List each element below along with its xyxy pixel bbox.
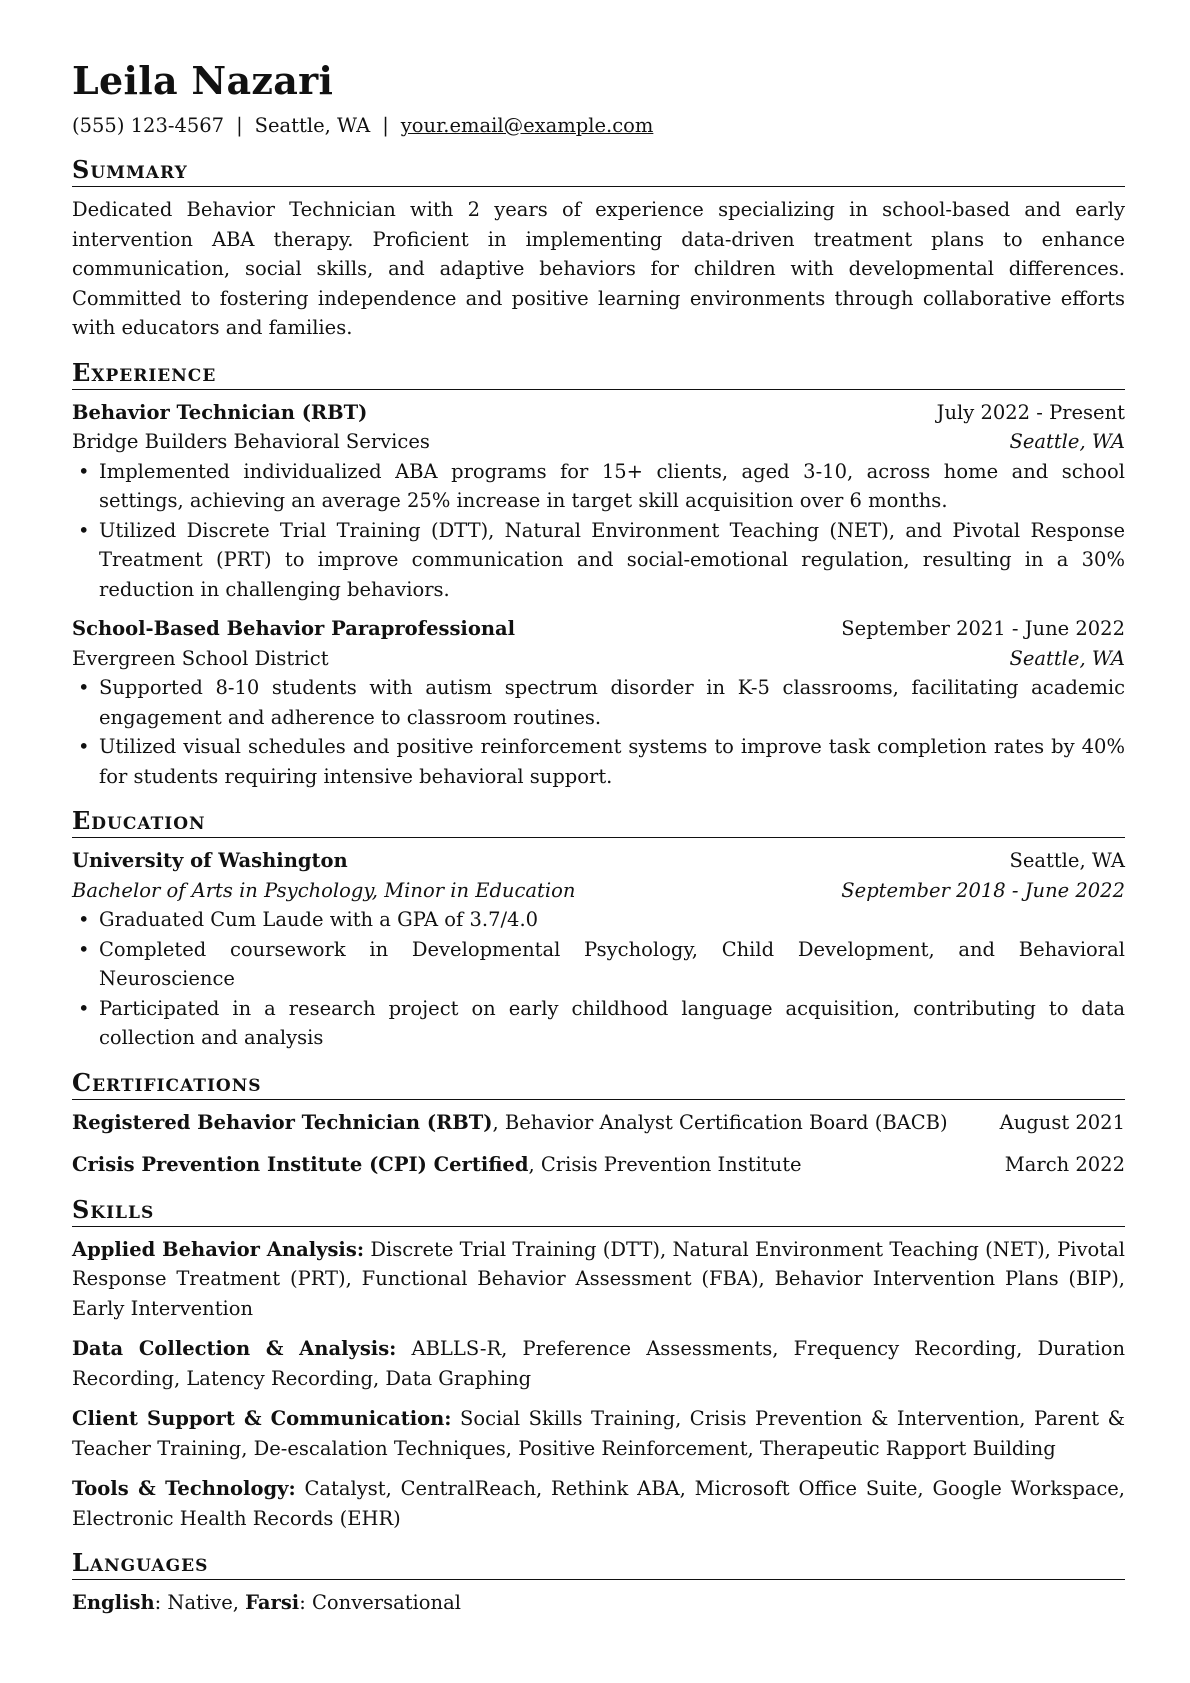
job-dates: July 2022 - Present xyxy=(936,400,1125,424)
language-name: English xyxy=(72,1591,155,1614)
skill-list: Social Skills Training, Crisis Prevention & Intervention, Parent & Teacher Training, De-escalation Techniques, Positive Reinforcement, Therapeutic Rapport Building xyxy=(72,1407,1126,1460)
section-title-skills: Skills xyxy=(72,1196,1125,1227)
language-level: : Conversational xyxy=(299,1591,461,1614)
section-title-education: Education xyxy=(72,807,1125,838)
job-company: Bridge Builders Behavioral Services xyxy=(72,430,430,453)
job-location: Seattle, WA xyxy=(1009,430,1125,453)
languages-line xyxy=(72,1588,1125,1618)
language-level: : Native, xyxy=(154,1591,246,1614)
skills-section xyxy=(72,1196,1125,1534)
job-entry xyxy=(72,614,1125,791)
contact-line xyxy=(72,112,1125,140)
phone-number: (555) 123-4567 xyxy=(72,114,225,137)
school-location: Seattle, WA xyxy=(1009,849,1125,872)
skill-line xyxy=(72,1474,1125,1533)
resume-page xyxy=(72,58,1125,1618)
skill-category: Applied Behavior Analysis: xyxy=(72,1237,365,1261)
education-section xyxy=(72,807,1125,1053)
job-location: Seattle, WA xyxy=(1009,646,1125,670)
skill-line xyxy=(72,1334,1125,1393)
contact-separator: | xyxy=(236,114,243,137)
experience-section xyxy=(72,359,1125,792)
summary-text: Dedicated Behavior Technician with 2 years of experience specializing in school-based and early intervention ABA therapy. Proficient in implementing data-driven treatment plans to enhance communication, social skills, and adaptive behaviors for children with developmental differences. Committed to fostering independence and positive learning environments through collaborative efforts with educators and families. xyxy=(72,198,1125,339)
list-item: • Supported 8-10 students with autism spectrum disorder in K-5 classrooms, facilitating academic engagement and adherence to classroom routines. xyxy=(72,673,1125,732)
list-item: • Utilized visual schedules and positive reinforcement systems to improve task completion rates by 40% for students requiring intensive behavioral support. xyxy=(72,732,1125,791)
job-bullets xyxy=(72,457,1125,605)
list-item: • Implemented individualized ABA programs for 15+ clients, aged 3-10, across home and school settings, achieving an average 25% increase in target skill acquisition over 6 months. xyxy=(72,457,1125,516)
certification-date: March 2022 xyxy=(1004,1153,1125,1176)
job-entry xyxy=(72,398,1125,605)
list-item: • Completed coursework in Developmental Psychology, Child Development, and Behavioral Neuroscience xyxy=(72,935,1125,994)
list-item: • Utilized Discrete Trial Training (DTT), Natural Environment Teaching (NET), and Pivotal Response Treatment (PRT) to improve communication and social-emotional regulation, resulting in a 30% reduction in challenging behaviors. xyxy=(72,516,1125,605)
school-name: University of Washington xyxy=(72,849,348,872)
job-role: School-Based Behavior Paraprofessional xyxy=(72,617,516,640)
section-title-summary: Summary xyxy=(72,156,1125,187)
job-role: Behavior Technician (RBT) xyxy=(72,400,368,424)
certification-name: Crisis Prevention Institute (CPI) Certified xyxy=(72,1153,529,1176)
certification-row xyxy=(72,1108,1125,1138)
education-bullets xyxy=(72,905,1125,1053)
location: Seattle, WA xyxy=(254,114,371,137)
skill-list: Catalyst, CentralReach, Rethink ABA, Microsoft Office Suite, Google Workspace, Electronic Health Records (EHR) xyxy=(72,1477,1125,1530)
job-company: Evergreen School District xyxy=(72,646,329,670)
email-link[interactable]: your.email@example.com xyxy=(400,114,654,137)
skill-category: Client Support & Communication: xyxy=(72,1407,452,1430)
skill-line xyxy=(72,1404,1125,1463)
summary-section xyxy=(72,156,1125,343)
certification-row xyxy=(72,1150,1125,1180)
section-title-experience: Experience xyxy=(72,359,1125,390)
section-title-languages: Languages xyxy=(72,1549,1125,1580)
job-dates: September 2021 - June 2022 xyxy=(841,617,1125,640)
certification-name: Registered Behavior Technician (RBT) xyxy=(72,1110,493,1134)
list-item: • Graduated Cum Laude with a GPA of 3.7/4.0 xyxy=(72,905,1125,935)
skill-line xyxy=(72,1235,1125,1324)
languages-section xyxy=(72,1549,1125,1618)
candidate-name: Leila Nazari xyxy=(72,58,334,103)
skill-category: Data Collection & Analysis: xyxy=(72,1337,397,1360)
skill-list: Discrete Trial Training (DTT), Natural Environment Teaching (NET), Pivotal Response Treatment (PRT), Functional Behavior Assessment (FBA), Behavior Intervention Plans (BIP), Early Intervention xyxy=(72,1237,1125,1320)
skill-list: ABLLS-R, Preference Assessments, Frequency Recording, Duration Recording, Latency Recording, Data Graphing xyxy=(72,1337,1126,1390)
section-title-certifications: Certifications xyxy=(72,1069,1125,1100)
list-item: • Participated in a research project on early childhood language acquisition, contributing to data collection and analysis xyxy=(72,994,1125,1053)
certification-issuer: , Behavior Analyst Certification Board (BACB) xyxy=(492,1110,948,1134)
certification-date: August 2021 xyxy=(999,1110,1125,1134)
skill-category: Tools & Technology: xyxy=(72,1477,296,1500)
contact-separator: | xyxy=(382,114,389,137)
language-name: Farsi xyxy=(245,1591,300,1614)
job-bullets xyxy=(72,673,1125,791)
degree: Bachelor of Arts in Psychology, Minor in Education xyxy=(72,878,576,902)
certifications-section xyxy=(72,1069,1125,1180)
certification-issuer: , Crisis Prevention Institute xyxy=(528,1153,802,1176)
education-dates: September 2018 - June 2022 xyxy=(841,878,1125,902)
